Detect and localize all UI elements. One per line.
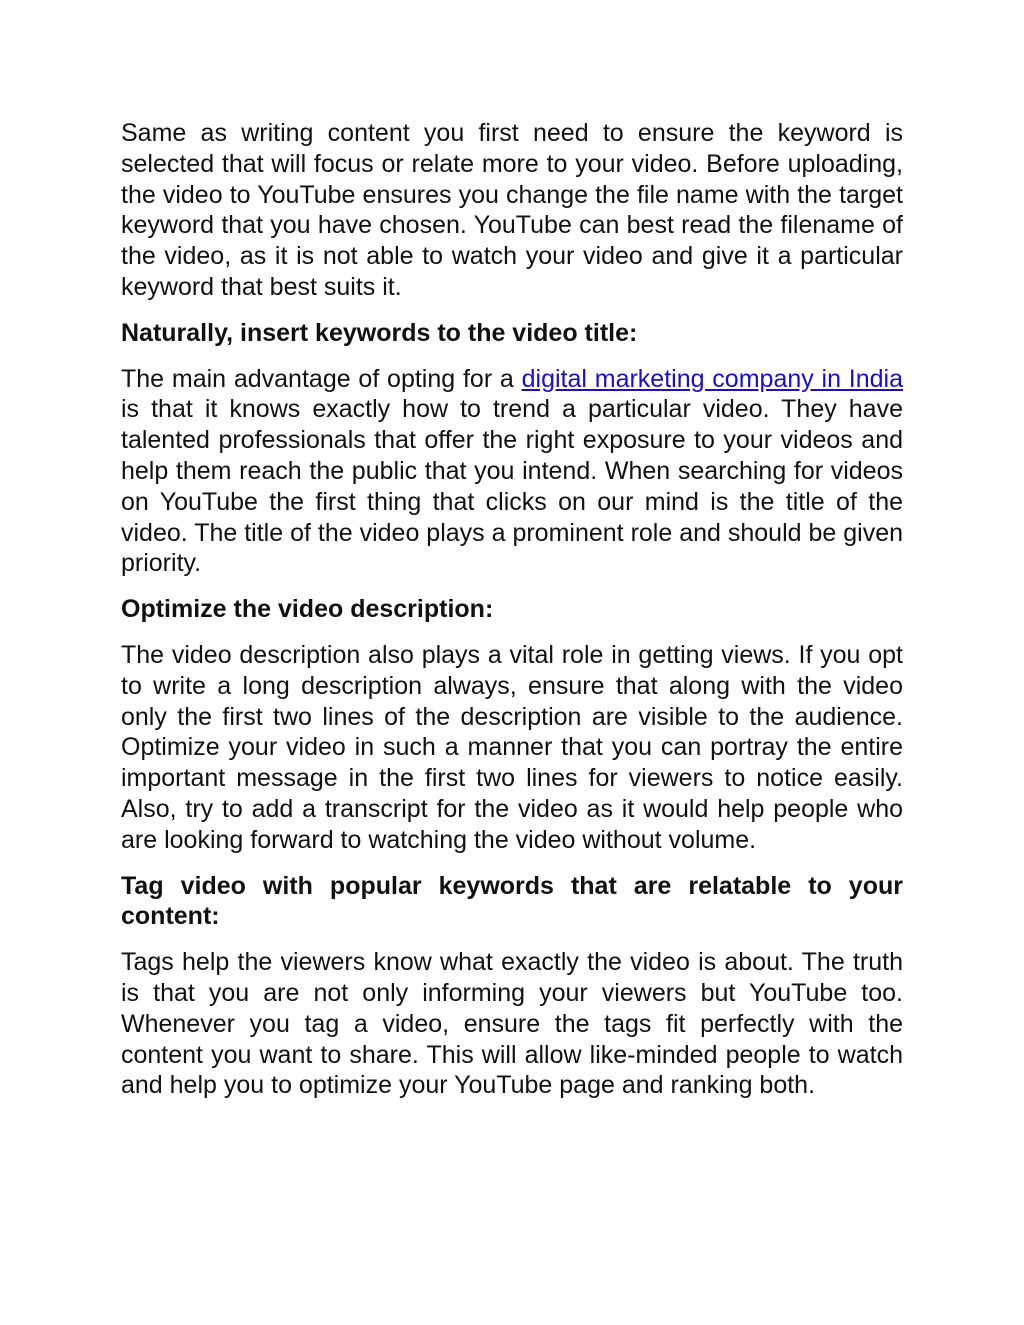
- paragraph-marketing-company: [121, 364, 903, 580]
- paragraph-tags: Tags help the viewers know what exactly the video is about. The truth is that you are not only informing your viewers but YouTube too. Whenever you tag a video, ensure the tags fit perfectly with the content you want to share. This will allow like-minded people to watch and help you to optimize your YouTube page and ranking both.: [121, 948, 903, 1100]
- digital-marketing-link[interactable]: digital marketing company in India: [521, 364, 904, 393]
- paragraph-keyword-selection: Same as writing content you first need to ensure the keyword is selected that will focus or relate more to your video. Before uploading, the video to YouTube ensures you change the file name with the target keyword that you have chosen. YouTube can best read the filename of the video, as it is not able to watch your video and give it a particular keyword that best suits it.: [121, 119, 903, 301]
- heading-video-title: Naturally, insert keywords to the video title:: [121, 318, 638, 347]
- paragraph-video-description: The video description also plays a vital role in getting views. If you opt to write a long description always, ensure that along with the video only the first two lines of the description are visible to the audience. Optimize your video in such a manner that you can portray the entire important message in the first two lines for viewers to notice easily. Also, try to add a transcript for the video as it would help people who are looking forward to watching the video without volume.: [121, 640, 903, 854]
- document-page: [121, 118, 903, 1116]
- paragraph-text-after-link: is that it knows exactly how to trend a particular video. They have talented professionals that offer the right exposure to your videos and help them reach the public that you intend. When searching for videos on YouTube the first thing that clicks on our mind is the title of the video. The title of the video plays a prominent role and should be given priority.: [121, 395, 903, 578]
- heading-video-description: Optimize the video description:: [121, 595, 494, 624]
- heading-tag-video: Tag video with popular keywords that are relatable to your content:: [121, 871, 903, 931]
- paragraph-text-before-link: The main advantage of opting for a: [121, 364, 522, 393]
